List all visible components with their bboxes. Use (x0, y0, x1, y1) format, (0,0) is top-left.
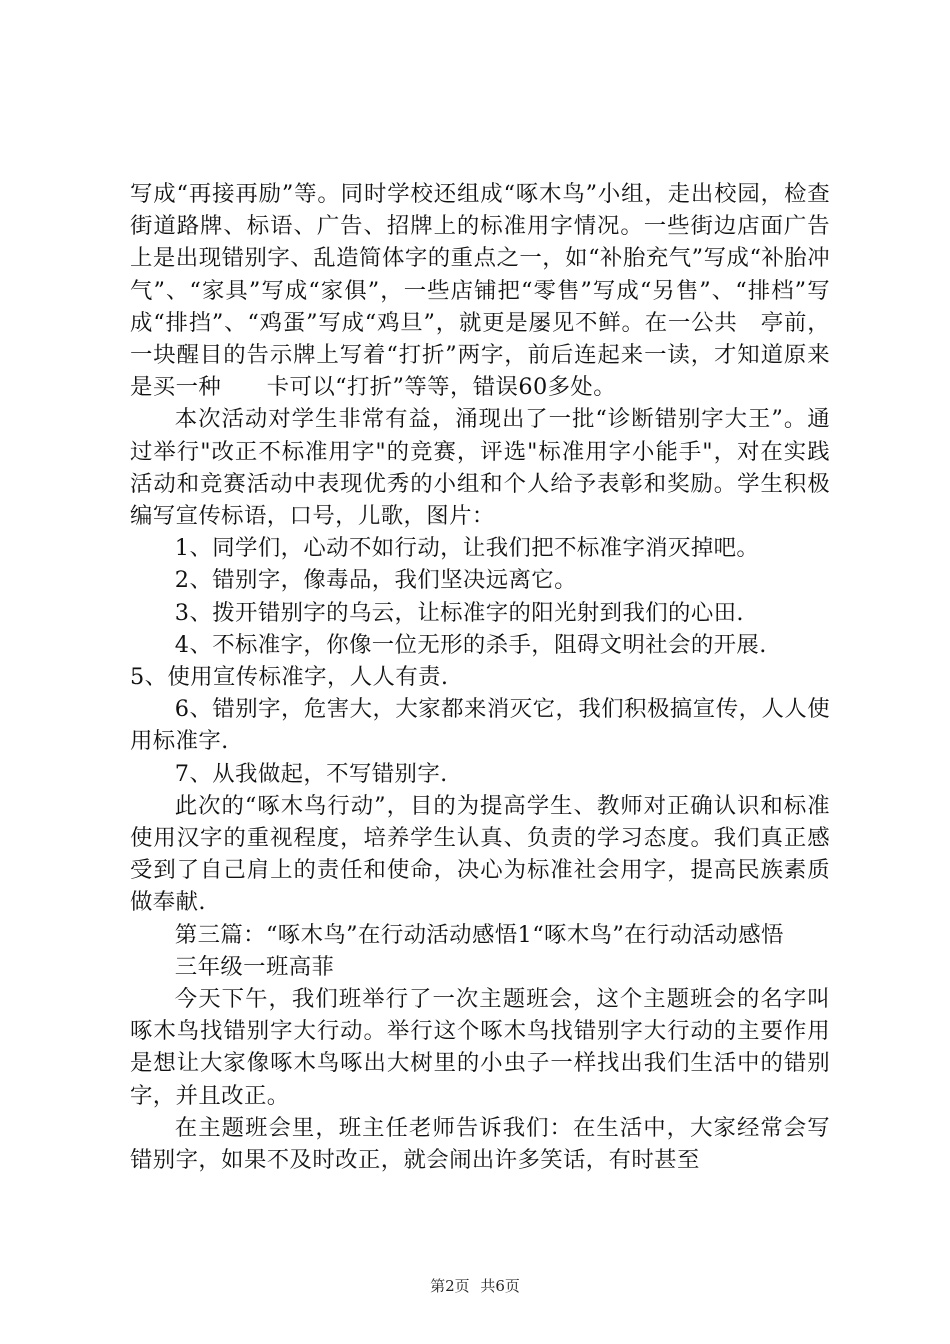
paragraph-teacher: 在主题班会里，班主任老师告诉我们：在生活中，大家经常会写错别字，如果不及时改正，就会闹出许多笑话，有时甚至 (130, 1114, 830, 1174)
page-total: 共6页 (480, 1277, 520, 1295)
page-footer (0, 1275, 950, 1296)
slogan-5: 5、使用宣传标准字，人人有责. (130, 664, 449, 691)
slogan-2: 2、错别字，像毒品，我们坚决远离它。 (174, 567, 577, 594)
slogan-7: 7、从我做起，不写错别字. (174, 760, 448, 787)
slogan-4: 4、不标准字，你像一位无形的杀手，阻碍文明社会的开展. (174, 631, 767, 658)
section-heading: 第三篇：“啄木鸟”在行动活动感悟1“啄木鸟”在行动活动感悟 (174, 921, 784, 948)
paragraph-class-meeting: 今天下午，我们班举行了一次主题班会，这个主题班会的名字叫啄木鸟找错别字大行动。举行这个啄木鸟找错别字大行动的主要作用是想让大家像啄木鸟啄出大树里的小虫子一样找出我们生活中的错别字，并且改正。 (130, 986, 830, 1109)
slogan-1: 1、同学们，心动不如行动，让我们把不标准字消灭掉吧。 (174, 535, 760, 562)
author-line: 三年级一班高菲 (174, 953, 335, 980)
slogan-3: 3、拨开错别字的乌云，让标准字的阳光射到我们的心田. (174, 599, 744, 626)
paragraph-1: 写成“再接再励”等。同时学校还组成“啄木鸟”小组，走出校园，检查街道路牌、标语、广告、招牌上的标准用字情况。一些街边店面广告上是出现错别字、乱造简体字的重点之一，如“补胎充气”写成“补胎冲气”、“家具”写成“家俱”，一些店铺把“零售”写成“另售”、“排档”写成“排挡”、“鸡蛋”写成“鸡旦”，就更是屡见不鲜。在一公共 亭前，一块醒目的告示牌上写着“打折”两字，前后连起来一读，才知道原来是买一种 卡可以“打折”等等，错误60多处。 (130, 181, 830, 401)
paragraph-summary: 此次的“啄木鸟行动”，目的为提高学生、教师对正确认识和标准使用汉字的重视程度，培养学生认真、负责的学习态度。我们真正感受到了自己肩上的责任和使命，决心为标准社会用字，提高民族素质做奉献. (130, 792, 830, 916)
document-body (130, 178, 830, 1176)
slogan-6: 6、错别字，危害大，大家都来消灭它，我们积极搞宣传，人人使用标准字. (130, 696, 830, 755)
page-number: 第2页 (430, 1277, 470, 1295)
paragraph-2: 本次活动对学生非常有益，涌现出了一批“诊断错别字大王”。通过举行"改正不标准用字"的竞赛，评选"标准用字小能手"，对在实践活动和竞赛活动中表现优秀的小组和个人给予表彰和奖励。学生积极编写宣传标语，口号，儿歌，图片： (130, 406, 830, 530)
